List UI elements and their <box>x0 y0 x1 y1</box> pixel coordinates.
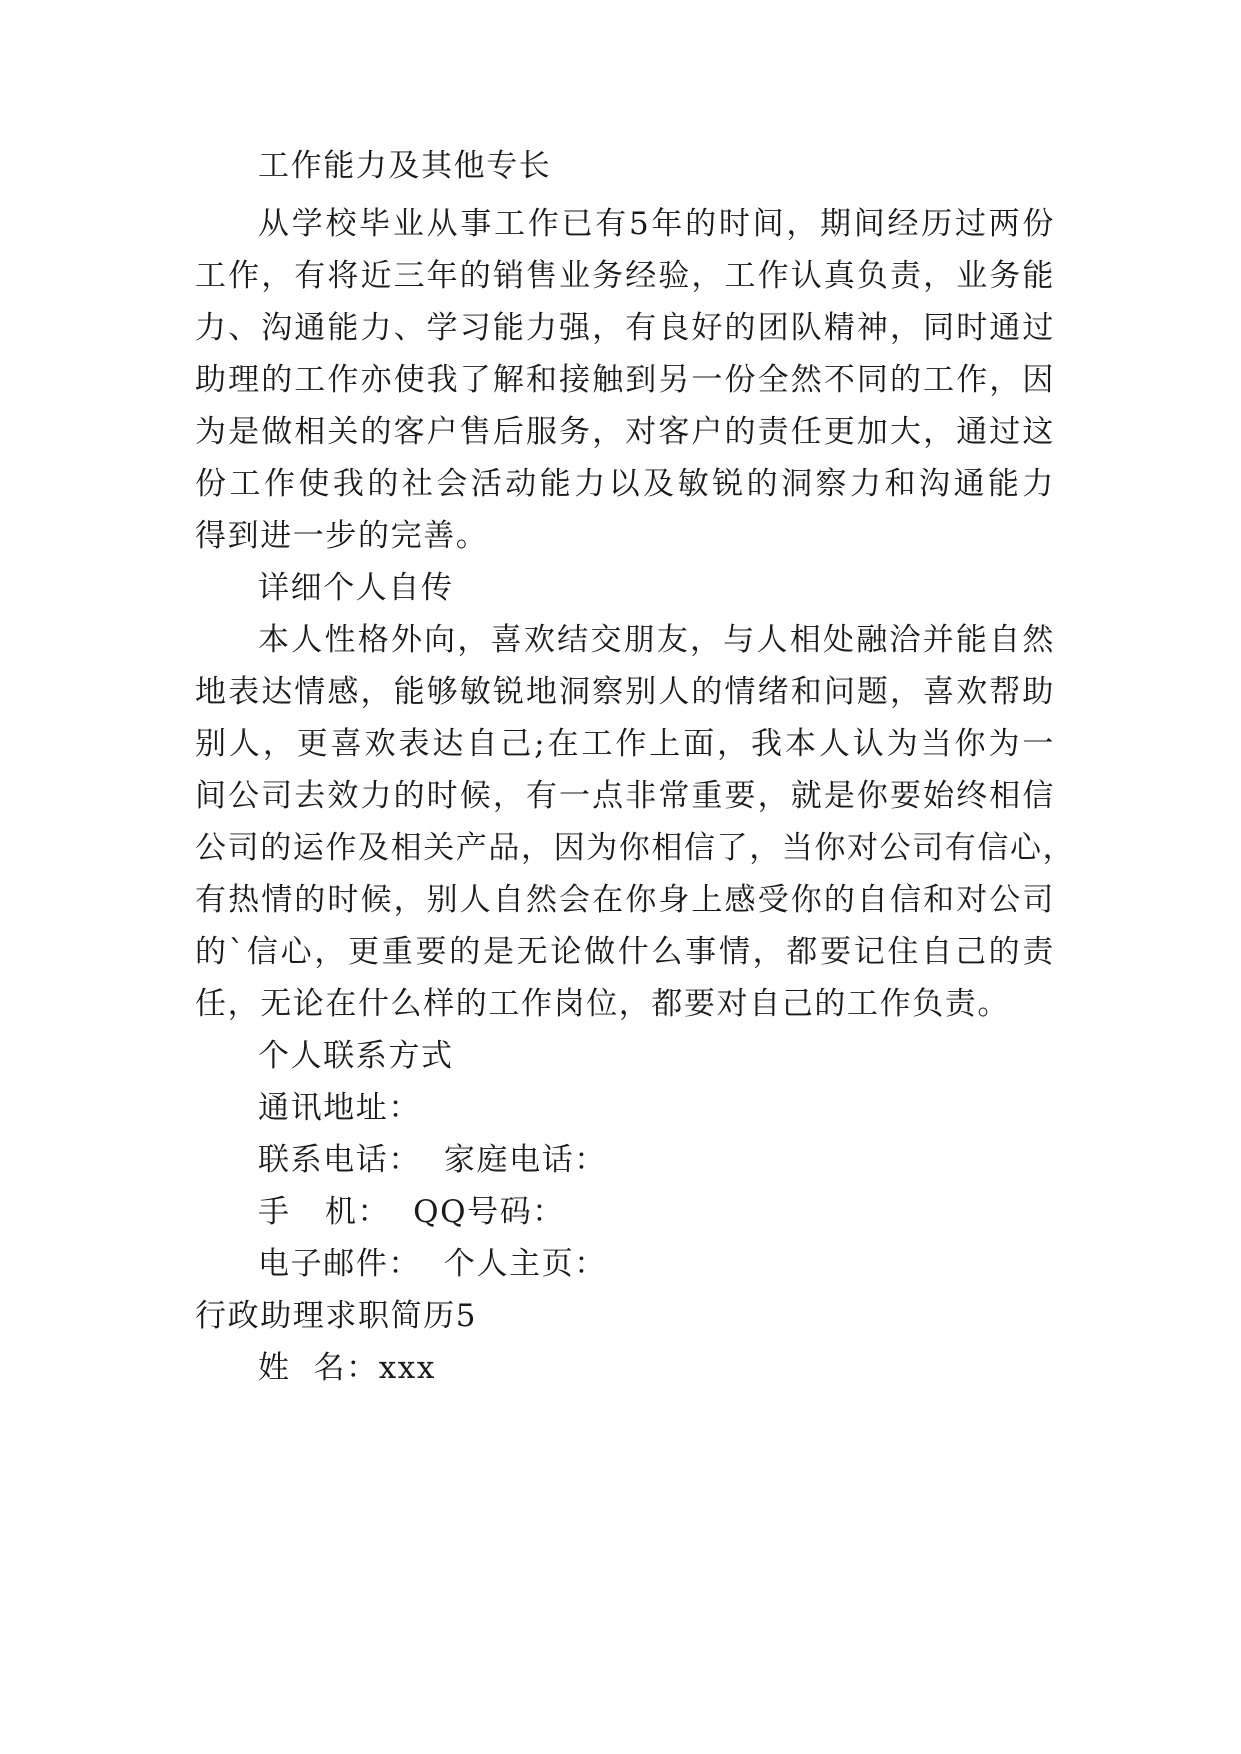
paragraph-line: 有热情的时候，别人自然会在你身上感受你的自信和对公司 <box>195 882 1055 918</box>
section-heading-autobiography: 详细个人自传 <box>258 570 454 606</box>
paragraph-line: 任，无论在什么样的工作岗位，都要对自己的工作负责。 <box>195 986 1010 1022</box>
section-heading-contact: 个人联系方式 <box>258 1038 454 1074</box>
paragraph-line: 地表达情感，能够敏锐地洞察别人的情绪和问题，喜欢帮助 <box>195 674 1055 710</box>
resume-title: 行政助理求职简历5 <box>195 1298 478 1334</box>
paragraph-line: 别人，更喜欢表达自己;在工作上面，我本人认为当你为一 <box>195 726 1055 762</box>
section-heading-skills: 工作能力及其他专长 <box>258 148 552 184</box>
paragraph-line: 得到进一步的完善。 <box>195 518 489 554</box>
paragraph-line: 份工作使我的社会活动能力以及敏锐的洞察力和沟通能力 <box>195 466 1055 502</box>
paragraph-line: 本人性格外向，喜欢结交朋友，与人相处融洽并能自然 <box>258 622 1055 658</box>
paragraph-line: 工作，有将近三年的销售业务经验，工作认真负责，业务能 <box>195 258 1055 294</box>
paragraph-line: 为是做相关的客户售后服务，对客户的责任更加大，通过这 <box>195 414 1055 450</box>
paragraph-line: 力、沟通能力、学习能力强，有良好的团队精神，同时通过 <box>195 310 1055 346</box>
paragraph-line: 的`信心，更重要的是无论做什么事情，都要记住自己的责 <box>195 934 1055 970</box>
contact-mobile: 手 机： QQ号码： <box>258 1194 565 1230</box>
contact-address: 通讯地址： <box>258 1090 421 1126</box>
paragraph-line: 公司的运作及相关产品，因为你相信了，当你对公司有信心， <box>195 830 1076 866</box>
paragraph-line: 从学校毕业从事工作已有5年的时间，期间经历过两份 <box>258 206 1055 242</box>
paragraph-line: 间公司去效力的时候，有一点非常重要，就是你要始终相信 <box>195 778 1055 814</box>
contact-email: 电子邮件： 个人主页： <box>258 1246 607 1282</box>
paragraph-line: 助理的工作亦使我了解和接触到另一份全然不同的工作，因 <box>195 362 1055 398</box>
name-field: 姓 名：xxx <box>258 1350 436 1386</box>
contact-phone: 联系电话： 家庭电话： <box>258 1142 607 1178</box>
